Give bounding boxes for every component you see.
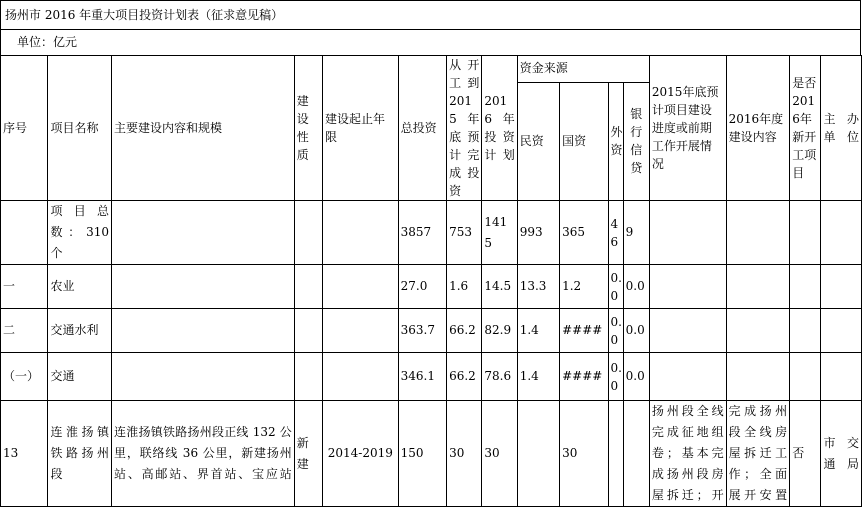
- cell-private: 1.4: [517, 353, 559, 401]
- cell-newstart: [790, 201, 821, 265]
- cell-nature: [294, 353, 322, 401]
- cell-progress: [649, 265, 726, 309]
- cell-dept: 市交通局: [821, 401, 862, 507]
- header-foreign: 外资: [608, 82, 623, 200]
- cell-foreign: 0.0: [608, 353, 623, 401]
- cell-content: [112, 265, 295, 309]
- cell-nature: [294, 265, 322, 309]
- cell-newstart: [790, 265, 821, 309]
- cell-foreign: 46: [608, 201, 623, 265]
- cell-nature: 新建: [294, 401, 322, 507]
- cell-state: 365: [560, 201, 608, 265]
- table-row: [1, 309, 862, 353]
- cell-plan2016: 1415: [482, 201, 517, 265]
- cell-private: 13.3: [517, 265, 559, 309]
- cell-nature: [294, 309, 322, 353]
- cell-plan2016: 78.6: [482, 353, 517, 401]
- header-funding: 资金来源: [517, 56, 649, 83]
- cell-foreign: 0.0: [608, 265, 623, 309]
- header-name: 项目名称: [48, 56, 112, 201]
- cell-bank: [623, 401, 649, 507]
- cell-content: [112, 309, 295, 353]
- cell-period: [322, 309, 398, 353]
- cell-plan2016: 82.9: [482, 309, 517, 353]
- cell-name: 交通水利: [48, 309, 112, 353]
- cell-total: 346.1: [398, 353, 446, 401]
- cell-invested: 66.2: [447, 353, 482, 401]
- header-dept: 主办单位: [821, 56, 862, 201]
- header-content: 主要建设内容和规模: [112, 56, 295, 201]
- cell-content2016: [726, 265, 790, 309]
- header-content2016: 2016年度建设内容: [726, 56, 790, 201]
- cell-progress: [649, 201, 726, 265]
- cell-nature: [294, 201, 322, 265]
- cell-dept: [821, 353, 862, 401]
- cell-content2016: 完成扬州段全线房屋拆迁工作；全面展开安置: [726, 401, 790, 507]
- header-nature: 建设性质: [294, 56, 322, 201]
- cell-state: 1.2: [560, 265, 608, 309]
- cell-total: 3857: [398, 201, 446, 265]
- cell-foreign: 0.0: [608, 309, 623, 353]
- header-total: 总投资: [398, 56, 446, 201]
- cell-invested: 1.6: [447, 265, 482, 309]
- table-row: [1, 401, 862, 507]
- cell-seq: [1, 201, 48, 265]
- cell-foreign: [608, 401, 623, 507]
- cell-invested: 753: [447, 201, 482, 265]
- cell-private: 1.4: [517, 309, 559, 353]
- cell-content: 连淮扬镇铁路扬州段正线 132 公里，联络线 36 公里，新建扬州站、高邮站、界首站、宝应站: [112, 401, 295, 507]
- header-plan2016: 2016年投资计划: [482, 56, 517, 201]
- cell-total: 27.0: [398, 265, 446, 309]
- sheet-title: 扬州市 2016 年重大项目投资计划表（征求意见稿）: [0, 0, 861, 30]
- cell-total: 150: [398, 401, 446, 507]
- cell-content: [112, 353, 295, 401]
- cell-content: [112, 201, 295, 265]
- cell-seq: （一）: [1, 353, 48, 401]
- cell-total: 363.7: [398, 309, 446, 353]
- cell-state: 30: [560, 401, 608, 507]
- cell-dept: [821, 309, 862, 353]
- cell-content2016: [726, 309, 790, 353]
- cell-dept: [821, 265, 862, 309]
- cell-state: ####: [560, 309, 608, 353]
- cell-bank: 9: [623, 201, 649, 265]
- cell-newstart: 否: [790, 401, 821, 507]
- unit-label: 单位：亿元: [0, 29, 861, 56]
- cell-bank: 0.0: [623, 353, 649, 401]
- table-row: [1, 201, 862, 265]
- cell-invested: 66.2: [447, 309, 482, 353]
- cell-private: 993: [517, 201, 559, 265]
- header-newstart: 是否2016年新开工项目: [790, 56, 821, 201]
- cell-seq: 二: [1, 309, 48, 353]
- header-progress: 2015年底预计项目建设进度或前期工作开展情况: [649, 56, 726, 201]
- cell-period: 2014-2019: [322, 401, 398, 507]
- cell-newstart: [790, 353, 821, 401]
- header-invested: 从开工到2015年底预计完成投资: [447, 56, 482, 201]
- cell-name: 交通: [48, 353, 112, 401]
- cell-period: [322, 265, 398, 309]
- cell-progress: [649, 353, 726, 401]
- cell-content2016: [726, 353, 790, 401]
- cell-plan2016: 30: [482, 401, 517, 507]
- cell-seq: 13: [1, 401, 48, 507]
- cell-period: [322, 353, 398, 401]
- cell-seq: 一: [1, 265, 48, 309]
- cell-plan2016: 14.5: [482, 265, 517, 309]
- cell-dept: [821, 201, 862, 265]
- cell-private: [517, 401, 559, 507]
- cell-content2016: [726, 201, 790, 265]
- table-row: [1, 353, 862, 401]
- header-seq: 序号: [1, 56, 48, 201]
- header-state: 国资: [560, 82, 608, 200]
- header-period: 建设起止年限: [322, 56, 398, 201]
- cell-progress: [649, 309, 726, 353]
- cell-name: 连淮扬镇铁路扬州段: [48, 401, 112, 507]
- header-row-1: [1, 56, 862, 83]
- cell-newstart: [790, 309, 821, 353]
- cell-bank: 0.0: [623, 265, 649, 309]
- cell-name: 农业: [48, 265, 112, 309]
- header-bank: 银行信贷: [623, 82, 649, 200]
- cell-bank: 0.0: [623, 309, 649, 353]
- cell-state: ####: [560, 353, 608, 401]
- header-private: 民资: [517, 82, 559, 200]
- cell-invested: 30: [447, 401, 482, 507]
- cell-progress: 扬州段全线完成征地组卷；基本完成扬州段房屋拆迁；开: [649, 401, 726, 507]
- cell-name: 项目总数：310个: [48, 201, 112, 265]
- cell-period: [322, 201, 398, 265]
- table-row: [1, 265, 862, 309]
- investment-table: [0, 55, 862, 507]
